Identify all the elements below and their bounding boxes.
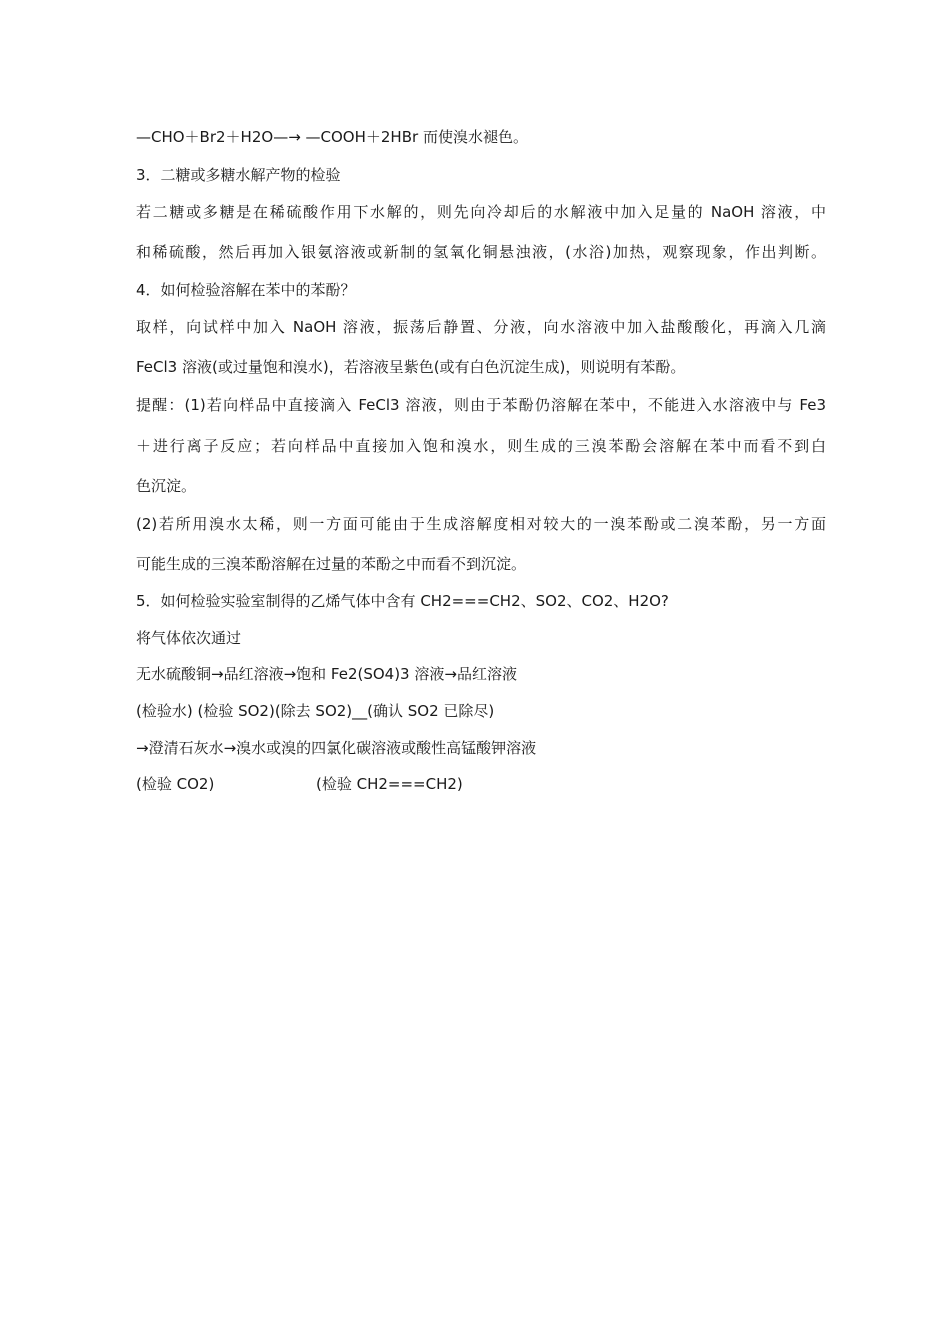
heading-5: 5．如何检验实验室制得的乙烯气体中含有 CH2===CH2、SO2、CO2、H2O?	[136, 592, 669, 610]
check-co2-label: (检验 CO2)	[136, 775, 215, 793]
text-line-11: (2)若所用溴水太稀，则一方面可能由于生成溶解度相对较大的一溴苯酚或二溴苯酚，另一方面	[136, 515, 826, 533]
text-line-18	[136, 774, 826, 794]
text-line-16: (检验水) (检验 SO2)(除去 SO2)__(确认 SO2 已除尽)	[136, 702, 495, 720]
text-line-14: 将气体依次通过	[136, 629, 242, 647]
text-line-6: 取样，向试样中加入 NaOH 溶液，振荡后静置、分液，向水溶液中加入盐酸酸化，再滴入几滴	[136, 318, 826, 336]
text-line-15: 无水硫酸铜→品红溶液→饱和 Fe2(SO4)3 溶液→品红溶液	[136, 665, 517, 683]
text-line-7: FeCl3 溶液(或过量饱和溴水)，若溶液呈紫色(或有白色沉淀生成)，则说明有苯酚。	[136, 358, 686, 376]
text-line-1: —CHO＋Br2＋H2O—→ —COOH＋2HBr 而使溴水褪色。	[136, 128, 528, 146]
check-ethylene-label: (检验 CH2===CH2)	[316, 775, 463, 793]
text-line-17: →澄清石灰水→溴水或溴的四氯化碳溶液或酸性高锰酸钾溶液	[136, 739, 537, 757]
text-line-3: 若二糖或多糖是在稀硫酸作用下水解的，则先向冷却后的水解液中加入足量的 NaOH 溶液，中	[136, 203, 826, 221]
text-line-4: 和稀硫酸，然后再加入银氨溶液或新制的氢氧化铜悬浊液，(水浴)加热，观察现象，作出判断。	[136, 243, 826, 261]
text-line-8: 提醒：(1)若向样品中直接滴入 FeCl3 溶液，则由于苯酚仍溶解在苯中，不能进入水溶液中与 Fe3	[136, 396, 826, 414]
heading-3: 3．二糖或多糖水解产物的检验	[136, 166, 341, 184]
text-line-10: 色沉淀。	[136, 477, 197, 495]
text-line-12: 可能生成的三溴苯酚溶解在过量的苯酚之中而看不到沉淀。	[136, 555, 527, 573]
text-line-9: ＋进行离子反应；若向样品中直接加入饱和溴水，则生成的三溴苯酚会溶解在苯中而看不到白	[136, 437, 826, 455]
heading-4: 4．如何检验溶解在苯中的苯酚？	[136, 281, 356, 299]
